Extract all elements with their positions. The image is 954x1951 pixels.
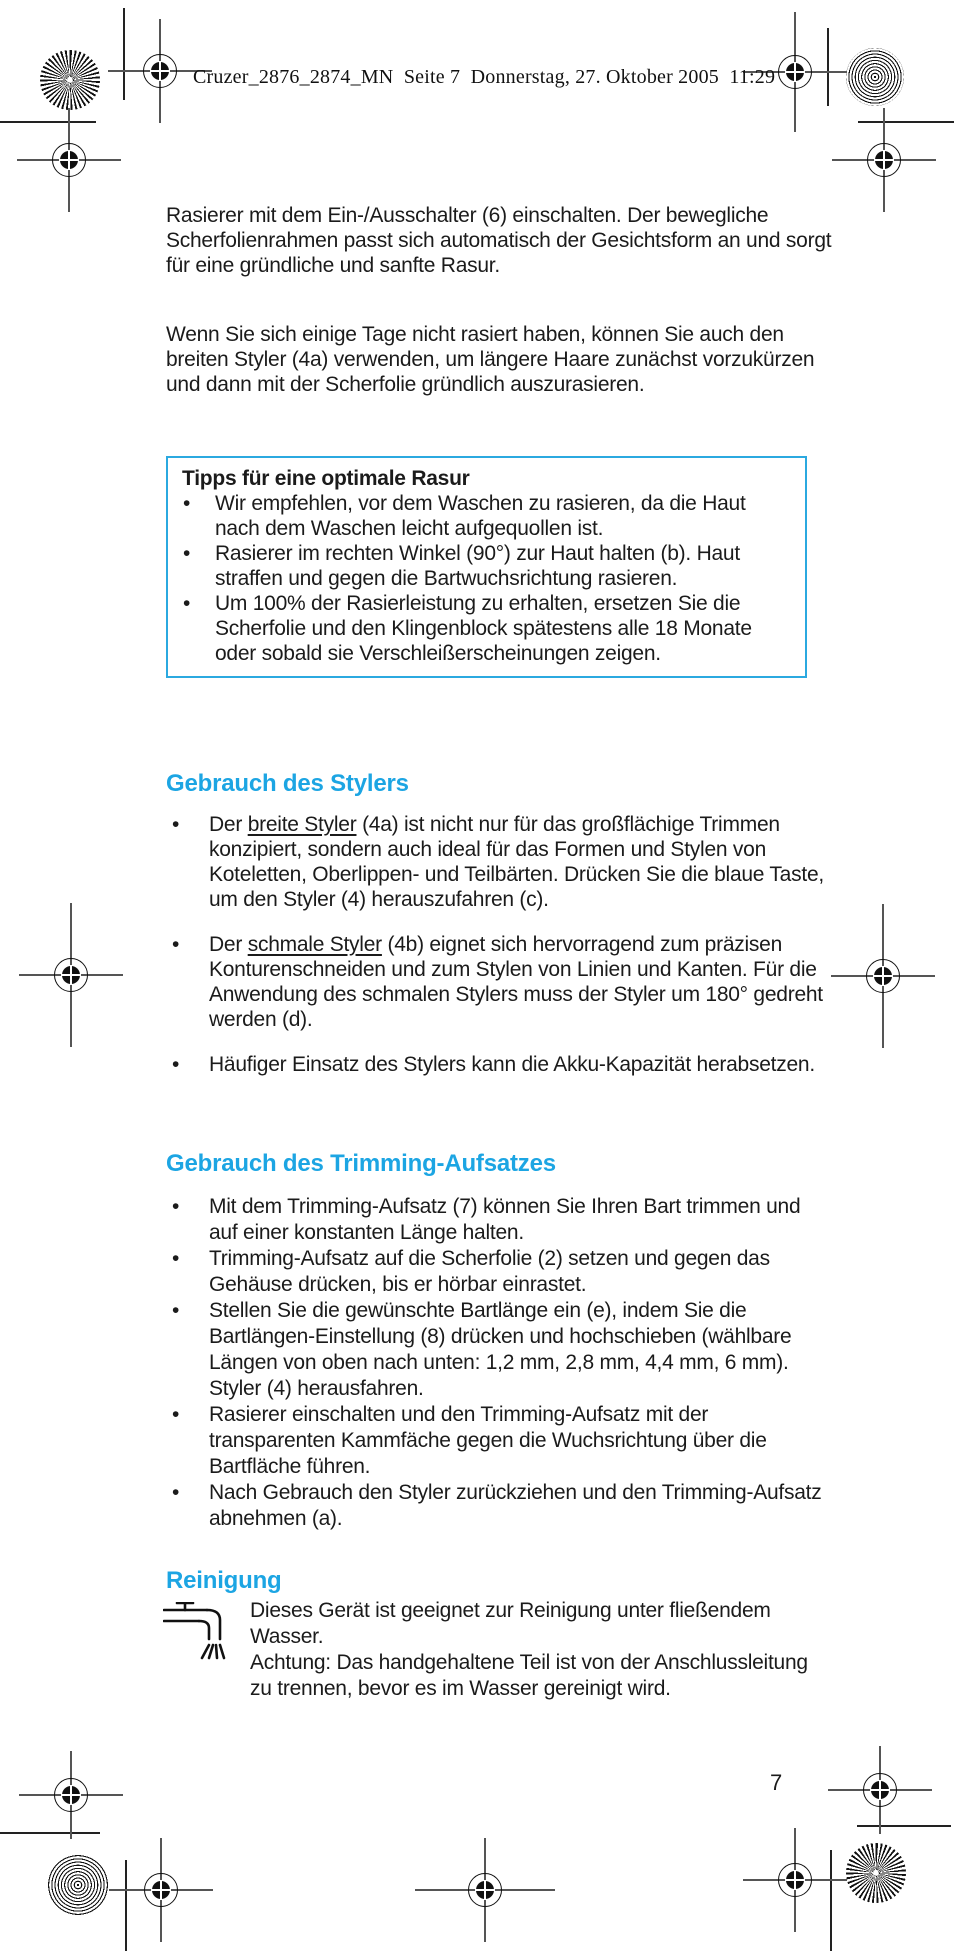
- bullet-icon: •: [172, 813, 180, 836]
- section-heading-trimming: Gebrauch des Trimming-Aufsatzes: [166, 1150, 556, 1177]
- bullet-icon: •: [172, 1247, 180, 1270]
- cleaning-text: [250, 1598, 832, 1702]
- registration-mark-icon: [142, 53, 178, 89]
- cleaning-line: Dieses Gerät ist geeignet zur Reinigung unter fließendem Wasser.: [250, 1599, 771, 1648]
- tips-box-title: Tipps für eine optimale Rasur: [182, 467, 470, 490]
- registration-mark-icon: [467, 1872, 503, 1908]
- bullet-icon: •: [172, 1053, 180, 1076]
- list-item-text: [209, 932, 832, 1032]
- document-info-header: Cruzer_2876_2874_MN Seite 7 Donnerstag, 27. Oktober 2005 11:29: [193, 66, 776, 88]
- moire-calibration-icon: [47, 1854, 109, 1916]
- list-item-text: Stellen Sie die gewünschte Bartlänge ein (e), indem Sie die Bartlängen-Einstellung (8) drücken und hochschieben (wählbare Längen von oben nach unten: 1,2 mm, 2,8 mm, 4,4 mm, 6 mm). Styler (4) herausfahren.: [209, 1299, 792, 1400]
- crop-line: [0, 121, 96, 123]
- list-item: [166, 1194, 832, 1246]
- underlined-term: breite Styler: [247, 813, 357, 836]
- crop-line: [857, 1825, 951, 1827]
- crop-line: [858, 121, 954, 123]
- list-item: [166, 932, 832, 1032]
- bullet-icon: •: [183, 492, 191, 515]
- tap-water-icon: [163, 1602, 229, 1660]
- cleaning-line: Achtung: Das handgehaltene Teil ist von der Anschlussleitung zu trennen, bevor es im Wasser gereinigt wird.: [250, 1651, 808, 1700]
- registration-mark-icon: [53, 957, 89, 993]
- bullet-icon: •: [172, 1195, 180, 1218]
- crop-line: [125, 1860, 127, 1951]
- bullet-icon: •: [183, 542, 191, 565]
- bullet-icon: •: [172, 933, 180, 956]
- crop-line: [0, 1832, 100, 1834]
- list-item-text: Nach Gebrauch den Styler zurückziehen und den Trimming-Aufsatz abnehmen (a).: [209, 1481, 822, 1530]
- starburst-calibration-icon: [846, 1843, 906, 1903]
- moire-calibration-icon: [846, 48, 904, 106]
- registration-mark-icon: [777, 54, 813, 90]
- underlined-term: schmale Styler: [247, 933, 382, 956]
- list-item-text: Wir empfehlen, vor dem Waschen zu rasieren, da die Haut nach dem Waschen leicht aufgequollen ist.: [215, 492, 746, 540]
- list-item: [166, 1298, 832, 1402]
- registration-mark-icon: [51, 142, 87, 178]
- bullet-icon: •: [172, 1403, 180, 1426]
- crop-line: [830, 1850, 832, 1951]
- trimming-bullet-list: [166, 1194, 832, 1532]
- section-heading-styler: Gebrauch des Stylers: [166, 770, 409, 797]
- list-item-text: Um 100% der Rasierleistung zu erhalten, ersetzen Sie die Scherfolie und den Klingenblock spätestens alle 18 Monate oder sobald sie Verschleißerscheinungen zeigen.: [215, 592, 752, 665]
- list-item-text: Rasierer im rechten Winkel (90°) zur Haut halten (b). Haut straffen und gegen die Bartwuchsrichtung rasieren.: [215, 542, 740, 590]
- registration-mark-icon: [53, 1777, 89, 1813]
- list-item: [182, 541, 791, 591]
- list-item-text: Rasierer einschalten und den Trimming-Aufsatz mit der transparenten Kammfäche gegen die Wuchsrichtung über die Bartfläche führen.: [209, 1403, 767, 1478]
- registration-mark-icon: [143, 1872, 179, 1908]
- registration-mark-icon: [777, 1862, 813, 1898]
- intro-paragraph: Rasierer mit dem Ein-/Ausschalter (6) einschalten. Der bewegliche Scherfolienrahmen passt sich automatisch der Gesichtsform an und sorgt für eine gründliche und sanfte Rasur.: [166, 204, 832, 277]
- registration-mark-icon: [866, 142, 902, 178]
- bullet-icon: •: [172, 1481, 180, 1504]
- list-item: [166, 1402, 832, 1480]
- list-item: [166, 812, 832, 912]
- list-item: [166, 1246, 832, 1298]
- section-heading-cleaning: Reinigung: [166, 1567, 282, 1594]
- bullet-icon: •: [183, 592, 191, 615]
- list-item-text: [209, 812, 832, 912]
- list-item-text: Häufiger Einsatz des Stylers kann die Akku-Kapazität herabsetzen.: [209, 1053, 815, 1076]
- text-run: Der: [209, 813, 248, 836]
- bullet-icon: •: [172, 1299, 180, 1322]
- list-item-text: Trimming-Aufsatz auf die Scherfolie (2) setzen und gegen das Gehäuse drücken, bis er hörbar einrastet.: [209, 1247, 770, 1296]
- list-item: [182, 591, 791, 666]
- starburst-calibration-icon: [40, 50, 100, 110]
- crop-line: [123, 8, 125, 100]
- text-run: (4b) eignet sich hervorragend zum präzisen Konturenschneiden und zum Stylen von Linien und Kanten. Für die Anwendung des schmalen Stylers muss der Styler um 180° gedreht werden (d).: [209, 933, 823, 1031]
- text-run: Der: [209, 933, 248, 956]
- text-run: (4a) ist nicht nur für das großflächige Trimmen konzipiert, sondern auch ideal für das Formen und Stylen von Koteletten, Oberlippen- und Teilbärten. Drücken Sie die blaue Taste, um den Styler (4) herauszufahren (c).: [209, 813, 824, 911]
- intro-paragraph: Wenn Sie sich einige Tage nicht rasiert haben, können Sie auch den breiten Styler (4a) verwenden, um längere Haare zunächst vorzukürzen und dann mit der Scherfolie gründlich auszurasieren.: [166, 323, 815, 396]
- tips-box: [166, 456, 807, 678]
- list-item: [182, 491, 791, 541]
- page-number: 7: [770, 1770, 783, 1795]
- list-item: [166, 1052, 832, 1077]
- registration-mark-icon: [862, 1772, 898, 1808]
- list-item: [166, 1480, 832, 1532]
- registration-mark-icon: [865, 958, 901, 994]
- crop-line: [827, 28, 829, 106]
- styler-bullet-list: [166, 812, 832, 1077]
- list-item-text: Mit dem Trimming-Aufsatz (7) können Sie Ihren Bart trimmen und auf einer konstanten Länge halten.: [209, 1195, 801, 1244]
